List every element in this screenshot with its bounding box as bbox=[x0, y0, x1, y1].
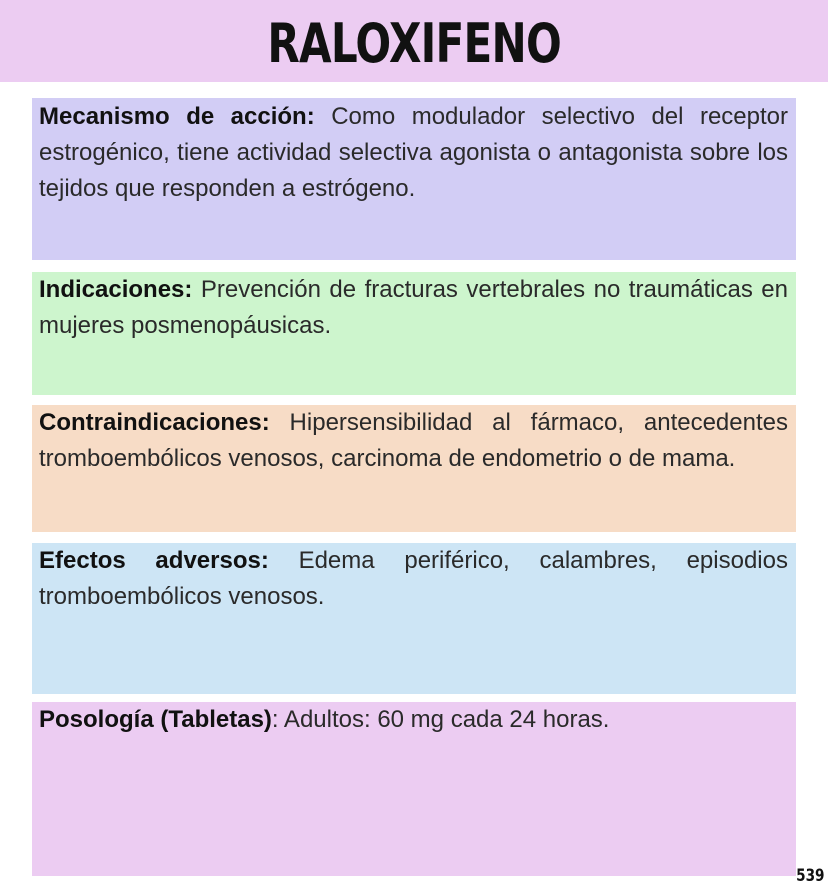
section-body: Prevención de fracturas vertebrales no traumáticas en mujeres posmenopáusicas. bbox=[39, 276, 788, 339]
section-label: Contraindicaciones: bbox=[39, 409, 270, 436]
section-text bbox=[39, 405, 788, 477]
section-body: : Adultos: 60 mg cada 24 horas. bbox=[271, 706, 610, 733]
section-label: Mecanismo de acción: bbox=[39, 103, 315, 130]
section-body: Edema periférico, calambres, episodios tromboembólicos venosos. bbox=[39, 547, 788, 610]
section-label: Efectos adversos: bbox=[39, 547, 269, 574]
section-text bbox=[39, 543, 788, 615]
section-posologia bbox=[32, 702, 796, 876]
section-body: Como modulador selectivo del receptor estrogénico, tiene actividad selectiva agonista o antagonista sobre los tejidos que responden a estrógeno. bbox=[39, 103, 788, 202]
page-title: RALOXIFENO bbox=[267, 12, 561, 75]
section-text bbox=[39, 98, 788, 207]
section-text bbox=[39, 702, 788, 738]
section-contraindicaciones bbox=[32, 405, 796, 532]
section-indicaciones bbox=[32, 272, 796, 395]
page-number: 539 bbox=[795, 866, 824, 886]
section-label: Indicaciones: bbox=[39, 276, 193, 303]
section-mecanismo bbox=[32, 98, 796, 260]
section-label: Posología (Tabletas) bbox=[39, 706, 272, 733]
title-bar bbox=[0, 0, 828, 82]
section-text bbox=[39, 272, 788, 344]
section-body: Hipersensibilidad al fármaco, antecedentes tromboembólicos venosos, carcinoma de endometrio o de mama. bbox=[39, 409, 788, 472]
section-efectos-adversos bbox=[32, 543, 796, 694]
